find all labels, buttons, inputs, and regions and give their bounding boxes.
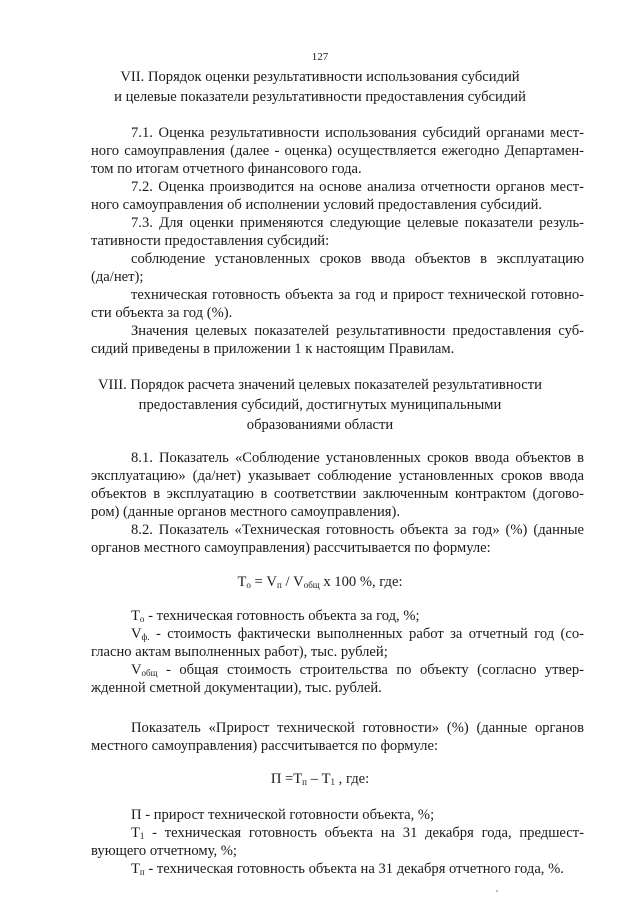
paragraph-7-2-line: 7.2. Оценка производится на основе анализа отчетности органов мест- [131, 179, 584, 195]
formula2-lhs: П =Т [270, 771, 303, 787]
paragraph-7-2-line: ного самоуправления об исполнении условий предоставления субсидий. [91, 197, 543, 213]
formula2-rest: , где: [335, 771, 370, 787]
paragraph-8-2-line: 8.2. Показатель «Техническая готовность объекта за год» (%) (данные [131, 522, 584, 538]
section-8-heading-line-2: предоставления субсидий, достигнутых муниципальными [138, 397, 502, 413]
paragraph-8-1-line: эксплуатацию» (да/нет) указывает соблюдение установленных сроков ввода [91, 468, 584, 484]
indicator-2-line: сти объекта за год (%). [91, 305, 233, 321]
definition-line: гласно актам выполненных работ), тыс. рублей; [91, 644, 388, 660]
paragraph-8-1-line: 8.1. Показатель «Соблюдение установленных сроков ввода объектов в [131, 450, 584, 466]
paragraph-8-2-line: органов местного самоуправления) рассчитывается по формуле: [91, 540, 491, 556]
formula2-sub2: 1 [330, 777, 335, 787]
formula-lhs: Т [237, 574, 247, 590]
definition-line: $Т_1$ - техническая готовность объекта на 31 декабря года, предшест- [131, 825, 584, 841]
paragraph-7-1-line: 7.1. Оценка результативности использования субсидий органами мест- [131, 125, 584, 141]
page-number: 127 [311, 51, 329, 63]
section-8-heading-line-1: VIII. Порядок расчета значений целевых показателей результативности [98, 377, 542, 393]
indicator-1-line: соблюдение установленных сроков ввода объектов в эксплуатацию [131, 251, 584, 267]
formula-lhs-sub: о [246, 580, 251, 590]
paragraph-7-1-line: том по итогам отчетного финансового года. [91, 161, 362, 177]
paragraph-growth-line: местного самоуправления) рассчитывается по формуле: [91, 738, 438, 754]
paragraph-7-3-line: 7.3. Для оценки применяются следующие целевые показатели резуль- [131, 215, 584, 231]
paragraph-8-1-line: объектов в эксплуатацию в соответствии заключенным контрактом (догово- [91, 486, 584, 502]
formula2-mid: – Т [306, 771, 331, 787]
paragraph-8-1-line: ром) (данные органов местного самоуправления). [91, 504, 400, 520]
paragraph-growth-line: Показатель «Прирост технической готовности» (%) (данные органов [131, 720, 584, 736]
section-8-heading-line-3: образованиями области [246, 417, 394, 433]
definition-line: $V_{общ}$ - общая стоимость строительства по объекту (согласно утвер- [131, 662, 584, 678]
definition-line: $Т_о$ - техническая готовность объекта за год, %; [131, 608, 420, 624]
values-note-line: сидий приведены в приложении 1 к настоящим Правилам. [91, 341, 455, 357]
scan-speck [496, 890, 498, 892]
section-7-heading-line-1: VII. Порядок оценки результативности использования субсидий [120, 69, 520, 85]
formula-v2-sub: общ [303, 580, 320, 590]
paragraph-7-3-line: тативности предоставления субсидий: [91, 233, 330, 249]
definition-line: вующего отчетному, %; [91, 843, 237, 859]
formula2-sub1: п [302, 777, 307, 787]
definition-line: $V_{ф.}$ - стоимость фактически выполненных работ за отчетный год (со- [131, 626, 584, 642]
indicator-1-line: (да/нет); [91, 269, 144, 285]
formula-technical-readiness [0, 573, 640, 591]
section-7-heading-line-2: и целевые показатели результативности предоставления субсидий [114, 89, 526, 105]
definition-line: жденной сметной документации), тыс. рублей. [91, 680, 382, 696]
definition-line: $Т_п$ - техническая готовность объекта на 31 декабря отчетного года, %. [131, 861, 564, 877]
formula-readiness-growth [0, 770, 640, 788]
formula-rest: х 100 %, где: [319, 574, 403, 590]
definition-line: П - прирост технической готовности объекта, %; [131, 807, 435, 823]
paragraph-7-1-line: ного самоуправления (далее - оценка) осуществляется ежегодно Департамен- [91, 143, 584, 159]
formula-mid: / V [281, 574, 304, 590]
indicator-2-line: техническая готовность объекта за год и прирост технической готовно- [131, 287, 584, 303]
formula-eq: = V [250, 574, 277, 590]
values-note-line: Значения целевых показателей результативности предоставления суб- [131, 323, 584, 339]
formula-v1-sub: п [276, 580, 282, 590]
